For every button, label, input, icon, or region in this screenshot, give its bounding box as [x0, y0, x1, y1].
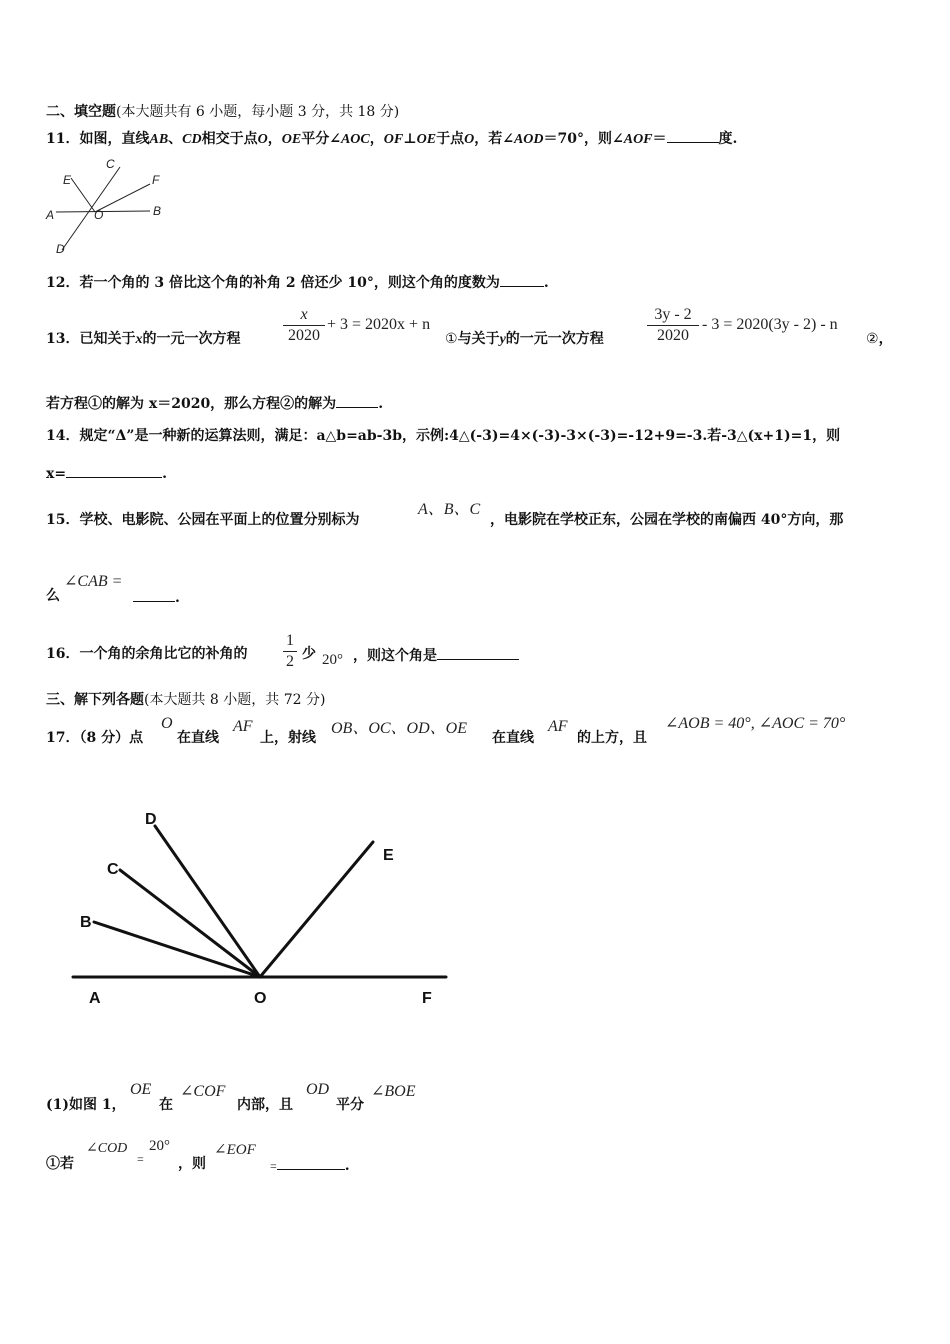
q13-text: 与关于	[457, 331, 500, 347]
q13-frac2-num: 3y - 2	[654, 306, 692, 323]
q17-point-o: O	[161, 715, 173, 732]
q17-text-a	[177, 729, 219, 747]
q15-blank-line	[133, 587, 180, 607]
q17-s1-answer-blank[interactable]	[277, 1155, 345, 1170]
q11-sep: 、	[168, 131, 183, 147]
q14-line2-text: x=	[46, 466, 67, 482]
q17-ray-oe	[260, 842, 373, 977]
q16-text: 少	[302, 646, 316, 662]
q11-label-b: B	[153, 204, 162, 218]
q15-points: A、B、C	[418, 501, 481, 518]
q11-comma: ，	[369, 131, 384, 147]
q14-end: .	[162, 466, 167, 482]
q15-angle: ∠CAB =	[64, 573, 123, 590]
q11-label-f: F	[152, 173, 160, 187]
question-16	[46, 645, 247, 663]
question-13	[46, 330, 240, 349]
q11-label-c: C	[106, 157, 115, 171]
q11-text: ＝	[652, 131, 667, 147]
q17-s1-b	[178, 1155, 206, 1173]
q16-degree: 20°	[322, 652, 343, 668]
q11-o: O	[257, 132, 268, 147]
q11-aod: AOD	[513, 132, 544, 147]
q16-half-fraction	[283, 631, 297, 672]
q15-text: 学校、电影院、公园在平面上的位置分别标为	[79, 512, 360, 528]
q17-p1-boe: ∠BOE	[371, 1083, 416, 1100]
q14-line-2	[46, 463, 167, 483]
q17-p1-c	[237, 1096, 293, 1114]
q17-s1-cod: ∠COD	[86, 1141, 128, 1156]
q17-p1-od: OD	[306, 1081, 330, 1098]
q17-s1-eq: =	[137, 1152, 144, 1166]
q11-oe: OE	[416, 132, 437, 147]
q17-label-d: D	[145, 811, 157, 828]
q17-text: 上，射线	[260, 730, 316, 746]
q11-text: ＝70°，则∠	[543, 131, 624, 147]
q12-number: 12．	[46, 275, 80, 291]
q17-s1-end: .	[344, 1158, 350, 1174]
q11-number: 11．	[46, 131, 80, 147]
q16-text: ，则这个角是	[353, 648, 437, 664]
q17-p1-text: 平分	[336, 1097, 364, 1113]
q17-text-b	[260, 729, 316, 747]
q17-p1-cof: ∠COF	[180, 1083, 226, 1100]
q11-text: 平分∠	[301, 131, 341, 147]
q11-ab: AB	[149, 132, 169, 147]
q13-circ1: ①	[445, 331, 458, 347]
q17-s1-eof: ∠EOF	[214, 1142, 256, 1158]
q13-middle	[445, 330, 604, 349]
q11-label-o: O	[94, 208, 104, 222]
q17-ray-od	[155, 826, 260, 977]
q11-text: 于点	[436, 131, 465, 147]
q17-p1-b	[159, 1096, 173, 1114]
question-17	[46, 729, 143, 747]
q17-p1-text: 内部，且	[237, 1097, 293, 1113]
q13-text: 的一元一次方程	[505, 331, 604, 347]
q17-text: 的上方，且	[577, 730, 647, 746]
q16-text-b	[302, 645, 316, 663]
q13-end: .	[378, 396, 384, 412]
q17-text-d	[577, 729, 647, 747]
q17-s1-text: ，则	[178, 1156, 206, 1172]
q13-answer-blank[interactable]	[336, 393, 378, 408]
q17-number: 17．	[46, 730, 80, 746]
q17-p1-text: (1)如图 1，	[46, 1097, 126, 1113]
q11-text: ，若∠	[474, 131, 514, 147]
q16-half-num: 1	[286, 632, 294, 649]
q17-p1-oe: OE	[130, 1081, 152, 1098]
q17-label-c: C	[107, 861, 119, 878]
q17-sub-1	[46, 1155, 74, 1173]
q13-fraction-1	[283, 305, 325, 346]
q13-text: 的一元一次方程	[142, 331, 241, 347]
q17-s1-eq2: =	[270, 1159, 277, 1173]
q11-of: OF	[383, 132, 404, 147]
q17-score: （8 分）点	[79, 730, 144, 746]
section-2-note: (本大题共有 6 小题，每小题 3 分，共 18 分)	[116, 104, 400, 120]
q12-answer-blank[interactable]	[500, 272, 544, 287]
q11-oe: OE	[281, 132, 302, 147]
q16-text: 一个角的余角比它的补角的	[79, 646, 248, 662]
section-3-title: 三、解下列各题	[46, 692, 144, 708]
q15-number: 15．	[46, 512, 80, 528]
q11-text: 相交于点	[201, 131, 258, 147]
q17-s1-tail	[270, 1155, 350, 1175]
q17-s1-deg: 20°	[149, 1138, 170, 1154]
q11-cd: CD	[182, 132, 202, 147]
q15-answer-blank[interactable]	[133, 587, 175, 602]
q16-half-den: 2	[286, 653, 294, 670]
q17-part-1	[46, 1096, 126, 1114]
q11-answer-blank[interactable]	[667, 128, 719, 143]
q17-label-a: A	[89, 990, 101, 1007]
q17-ray-ob	[94, 922, 260, 977]
question-15	[46, 511, 359, 529]
q17-label-b: B	[80, 914, 92, 931]
question-12	[46, 272, 549, 292]
q16-answer-blank[interactable]	[437, 645, 519, 660]
q11-o: O	[464, 132, 475, 147]
section-3-note: (本大题共 8 小题，共 72 分)	[144, 692, 326, 708]
q17-p1-text: 在	[159, 1097, 173, 1113]
q13-frac2-den: 2020	[657, 327, 689, 344]
q13-text: 已知关于	[79, 331, 136, 347]
q13-eq2-tail	[866, 330, 893, 348]
q11-label-d: D	[56, 242, 65, 256]
q11-aoc: AOC	[340, 132, 370, 147]
q17-label-e: E	[383, 847, 394, 864]
q13-eq1-rest: + 3 = 2020x + n	[327, 316, 431, 333]
section-3-heading	[46, 691, 325, 709]
q11-figure	[40, 152, 180, 260]
q11-text: 如图，直线	[79, 131, 150, 147]
q14-text: 规定“Δ”是一种新的运算法则，满足：a△b=ab-3b，示例:4△(-3)=4×(-3)-3×(-3)=-12+9=-3.若-3△(x+1)=1，则	[79, 428, 841, 444]
q14-number: 14．	[46, 428, 80, 444]
q17-p1-d	[336, 1096, 364, 1114]
q15-text-b	[490, 511, 843, 529]
q17-line-af-2: AF	[548, 718, 568, 735]
question-11	[46, 128, 737, 149]
q13-frac1-num: x	[300, 306, 308, 323]
section-2-title: 二、填空题	[46, 104, 116, 120]
q11-label-a: A	[46, 208, 55, 222]
q13-line2-text: 若方程①的解为 x＝2020，那么方程②的解为	[46, 396, 337, 412]
q13-line-2	[46, 393, 383, 413]
q15-end: .	[175, 590, 180, 606]
q11-aof: AOF	[623, 132, 653, 147]
q17-angles: ∠AOB = 40°, ∠AOC = 70°	[665, 715, 846, 732]
q11-comma: ，	[267, 131, 282, 147]
q17-label-f: F	[422, 990, 432, 1007]
q11-ray-oe	[71, 178, 95, 212]
q16-text-c	[353, 645, 519, 665]
q17-text: 在直线	[492, 730, 534, 746]
q17-figure	[60, 800, 460, 1015]
q12-end: .	[543, 275, 549, 291]
q13-comma: ，	[878, 331, 893, 347]
q13-frac1-den: 2020	[288, 327, 320, 344]
q11-perp: ⊥	[403, 131, 417, 147]
q13-var-x: x	[135, 332, 143, 347]
q17-s1-text: ①若	[46, 1156, 74, 1172]
q17-rays: OB、OC、OD、OE	[331, 720, 467, 737]
section-2-heading	[46, 103, 399, 121]
q17-label-o: O	[254, 990, 267, 1007]
q13-circ2: ②	[866, 331, 879, 347]
q17-text: 在直线	[177, 730, 219, 746]
q17-text-c	[492, 729, 534, 747]
q11-text: 度.	[718, 131, 738, 147]
q16-number: 16．	[46, 646, 80, 662]
q13-number: 13．	[46, 331, 80, 347]
q15-line-2	[46, 587, 60, 605]
q13-fraction-2	[647, 305, 699, 346]
q17-line-af: AF	[233, 718, 253, 735]
q15-line2-text: 么	[46, 588, 60, 604]
q15-text: ，电影院在学校正东，公园在学校的南偏西 40°方向，那	[490, 512, 844, 528]
q12-text: 若一个角的 3 倍比这个角的补角 2 倍还少 10°，则这个角的度数为	[79, 275, 500, 291]
question-14	[46, 427, 840, 445]
q11-label-e: E	[63, 173, 72, 187]
q17-ray-oc	[120, 870, 260, 977]
q13-var-y: y	[499, 332, 506, 347]
q13-eq2-rest: - 3 = 2020(3y - 2) - n	[702, 316, 838, 333]
q14-answer-blank[interactable]	[66, 463, 162, 478]
